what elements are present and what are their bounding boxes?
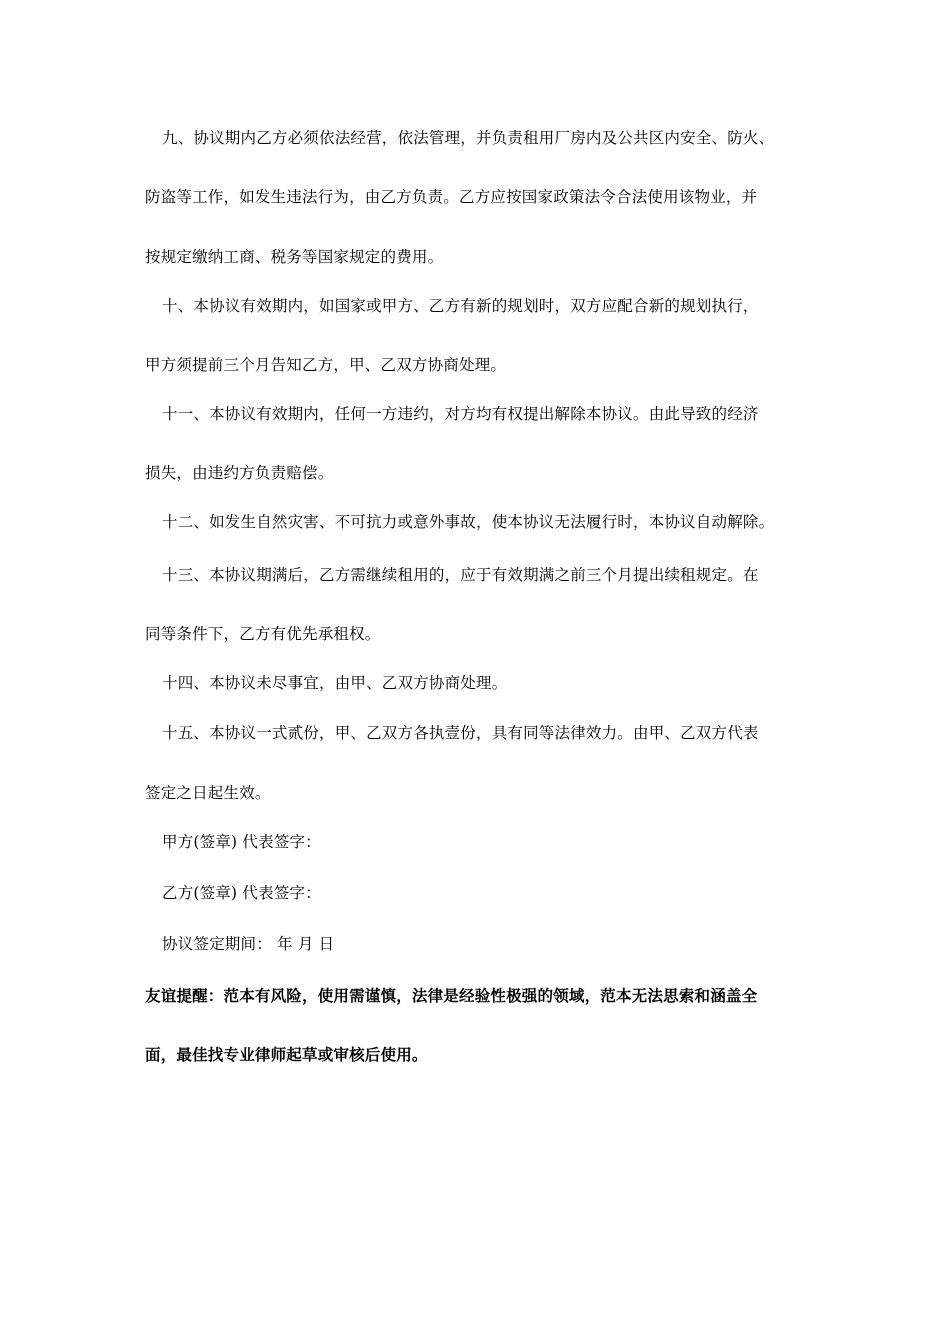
clause-10-line-2: 甲方须提前三个月告知乙方，甲、乙双方协商处理。 — [145, 356, 507, 374]
clause-13-line-1: 十三、本协议期满后，乙方需继续租用的，应于有效期满之前三个月提出续租规定。在 — [162, 566, 759, 584]
reminder-line-2: 面，最佳找专业律师起草或审核后使用。 — [145, 1046, 428, 1064]
clause-13-line-2: 同等条件下，乙方有优先承租权。 — [145, 625, 381, 643]
clause-10-line-1: 十、本协议有效期内，如国家或甲方、乙方有新的规划时，双方应配合新的规划执行， — [162, 297, 759, 315]
clause-9-line-1: 九、协议期内乙方必须依法经营，依法管理，并负责租用厂房内及公共区内安全、防火、 — [162, 129, 775, 147]
clause-12-line-1: 十二、如发生自然灾害、不可抗力或意外事故，使本协议无法履行时，本协议自动解除。 — [162, 513, 775, 531]
clause-15-line-2: 签定之日起生效。 — [145, 784, 271, 802]
signing-date: 协议签定期间： 年 月 日 — [162, 935, 335, 953]
party-b-signature: 乙方(签章) 代表签字： — [162, 884, 321, 902]
clause-9-line-2: 防盗等工作，如发生违法行为，由乙方负责。乙方应按国家政策法令合法使用该物业，并 — [145, 188, 758, 206]
reminder-line-1: 友谊提醒：范本有风险，使用需谨慎，法律是经验性极强的领域，范本无法思索和涵盖全 — [145, 987, 758, 1005]
clause-11-line-2: 损失，由违约方负责赔偿。 — [145, 464, 334, 482]
clause-11-line-1: 十一、本协议有效期内，任何一方违约，对方均有权提出解除本协议。由此导致的经济 — [162, 405, 759, 423]
clause-14-line-1: 十四、本协议未尽事宜，由甲、乙双方协商处理。 — [162, 674, 508, 692]
clause-9-line-3: 按规定缴纳工商、税务等国家规定的费用。 — [145, 248, 444, 266]
party-a-signature: 甲方(签章) 代表签字： — [162, 833, 321, 851]
clause-15-line-1: 十五、本协议一式贰份，甲、乙双方各执壹份，具有同等法律效力。由甲、乙双方代表 — [162, 724, 759, 742]
